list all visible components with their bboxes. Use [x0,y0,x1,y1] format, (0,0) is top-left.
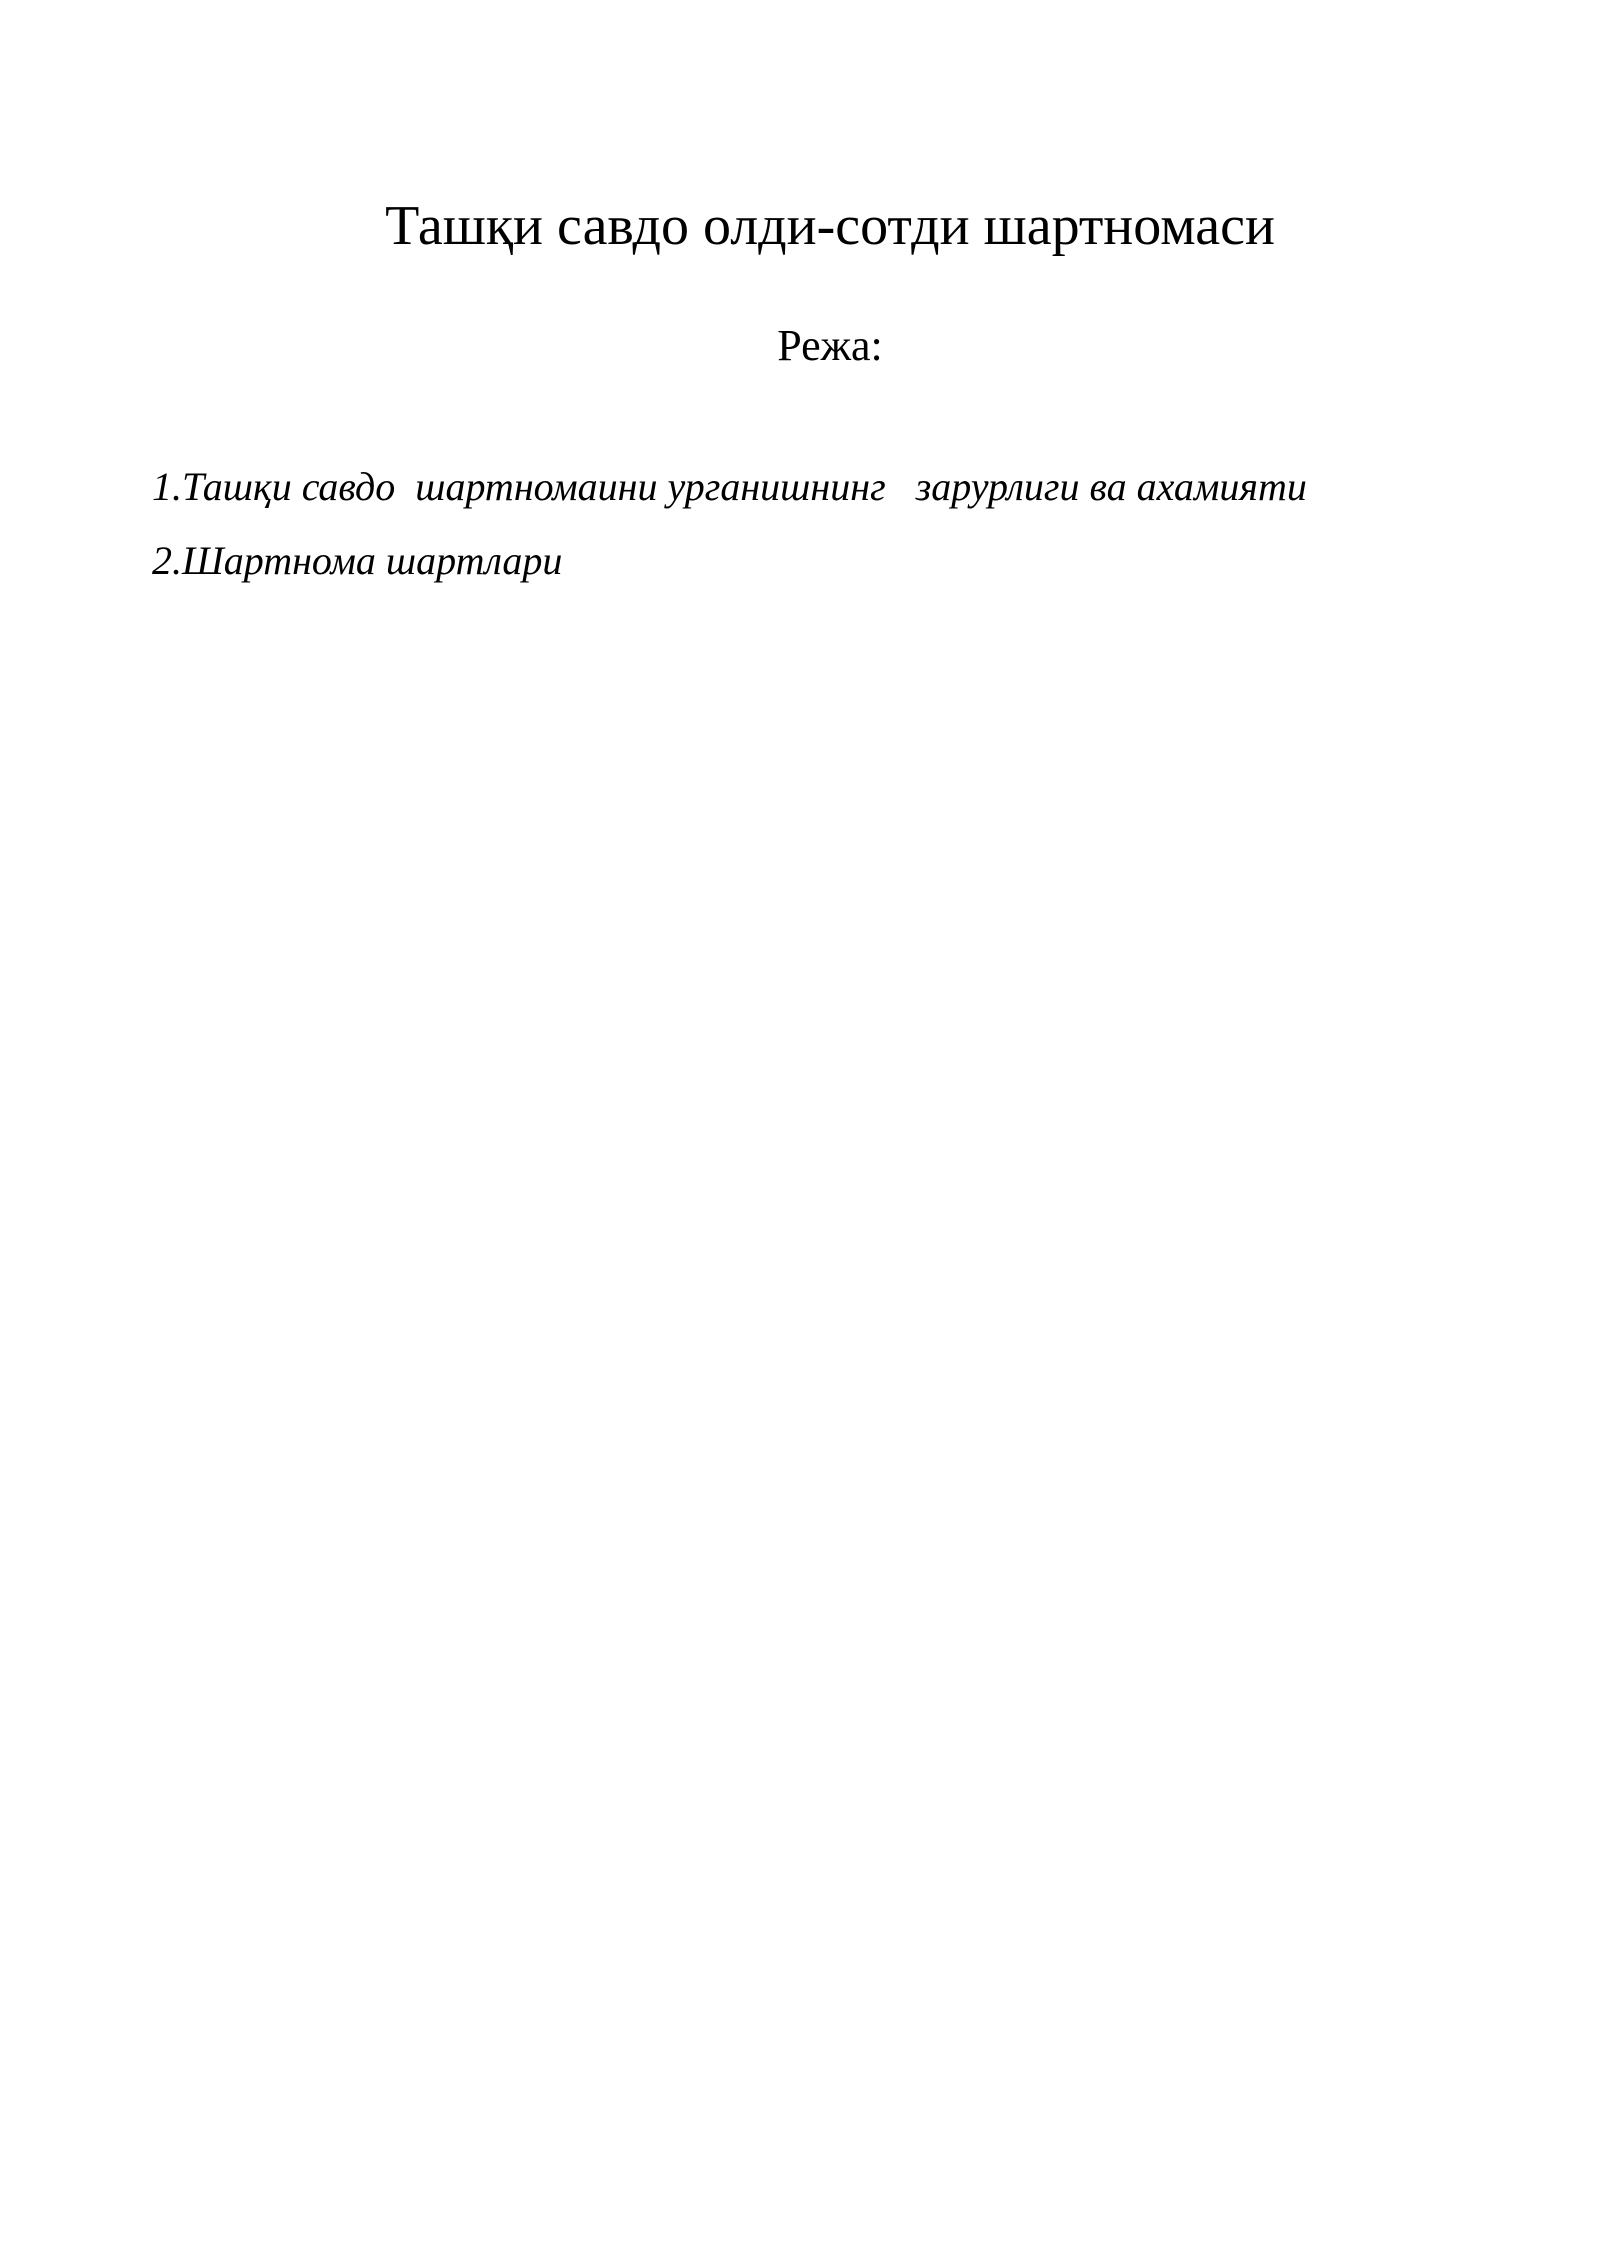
plan-item: 2.Шартнома шартлари [152,538,563,583]
plan-item: 1.Ташқи савдо шартномаини урганишнинг зарурлиги ва ахамияти [152,464,1307,509]
plan-list [152,462,1307,610]
plan-heading: Режа: [777,321,883,370]
document-title: Ташқи савдо олди-сотди шартномаси [385,194,1275,257]
